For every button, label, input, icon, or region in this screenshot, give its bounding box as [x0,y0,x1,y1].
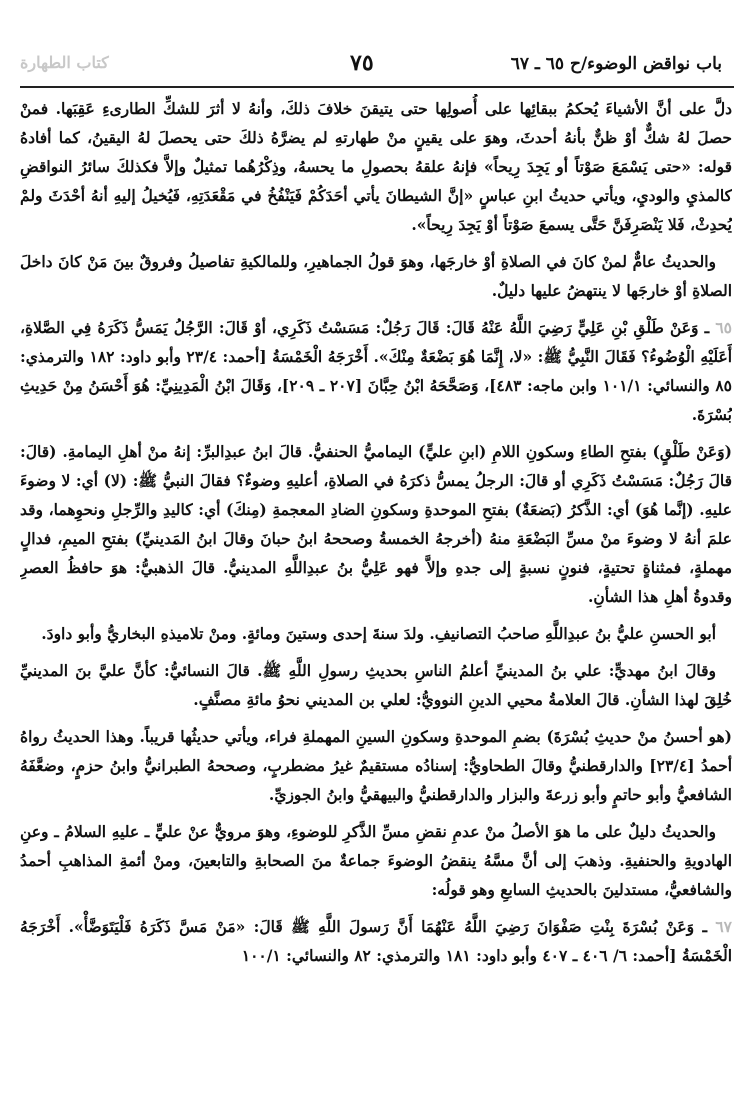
paragraph-text: والحديثُ دليلٌ على ما هوَ الأصلُ منْ عدمِ نقضِ مسِّ الذَّكرِ للوضوءِ، وهوَ مرويٌّ عنْ عليٍّ ـ عليهِ السلامُ ـ وعنِ الهادويةِ والحنفيةِ. وذهبَ إلى أنَّ مسَّهُ ينقضُ الوضوءَ جماعةٌ منَ الصحابةِ والتابعينَ، ومنْ أئمةِ المذاهبِ أحمدُ والشافعيُّ، مستدلينَ بالحديثِ السابعِ وهو قولُه: [20,822,732,899]
header-rule [20,86,734,88]
paragraph-text: وقالَ ابنُ مهديٍّ: علي بنُ المدينيِّ أعلمُ الناسِ بحديثِ رسولِ اللَّهِ ﷺ. قالَ النسائيُّ: كأنَّ عليَّ بنَ المدينيِّ خُلِقَ لهذا الشأنِ. قالَ العلامةُ محيي الدينِ النوويُّ: لعلي بن المديني نحوُ مائةِ مصنَّفٍ. [20,661,732,709]
page-number: ٧٥ [350,50,374,76]
chapter-title: باب نواقض الوضوء/ح ٦٥ ـ ٦٧ [510,54,722,74]
paragraph-evidence [20,817,732,904]
paragraph-ibn-madini-bio [20,619,732,648]
paragraph-text: والحديثُ عامٌّ لمنْ كانَ في الصلاةِ أوْ خارجَها، وهوَ قولُ الجماهيرِ، وللمالكيةِ تفاصيلُ وفروقٌ بينَ مَنْ كانَ داخلَ الصلاةِ أوْ خارجَها لا ينتهضُ عليها دليلٌ. [20,252,732,300]
paragraph-general-ruling [20,247,732,305]
paragraph-explanation-1 [20,94,732,239]
hadith-number: ٦٧ [715,917,732,936]
page-body [20,94,732,1104]
paragraph-busra-note [20,722,732,809]
paragraph-text: أبو الحسنِ عليُّ بنُ عبدِاللَّهِ صاحبُ التصانيفِ. ولدَ سنةَ إحدى وستينَ ومائةٍ. ومنْ تلاميذهِ البخاريُّ وأبو داودَ. [41,624,716,643]
hadith-65 [20,313,732,429]
paragraph-text: دلَّ على أنَّ الأشياءَ يُحكمُ ببقائِها على أُصولِها حتى يتيقنَ خلافَ ذلكَ، وأنهُ لا أثرَ للشكِّ الطارىءِ عَقِبَها. فمنْ حصلَ لهُ شكٌّ أوْ ظنٌّ بأنهُ أحدثَ، وهوَ على يقينٍ منْ طهارتهِ لم يضرَّهُ ذلكَ حتى يحصلَ لهُ اليقينُ، كما أفادهُ قوله: «حتى يَسْمَعَ صَوْتاً أو يَجِدَ رِيحاً» فإنهُ علقهُ بحصولِ ما يحسهُ، وذِكْرُهُما تمثيلٌ وإلاَّ فكذلكَ سائرُ النواقضِ كالمذيِ والوديِ، ويأتي حديثُ ابنِ عباسٍ «إنَّ الشيطانَ يأتي أحَدَكُمْ فَيَنْفُخُ في مَقْعَدَتِهِ، فَيُخيلُ إليهِ أنهُ أحْدَثَ ولمْ يُحدِثْ، فَلا يَنْصَرِفَنَّ حَتَّى يسمعَ صَوْتاً أوْ يَجِدَ رِيحاً». [20,99,732,234]
paragraph-scholars-praise [20,656,732,714]
page-header [20,42,734,88]
hadith-text: ـ وَعَنْ بُسْرَةَ بِنْتِ صَفْوَانَ رَضِيَ اللَّهُ عَنْهُمَا أَنَّ رَسولَ اللَّهِ ﷺ قَالَ: «مَنْ مَسَّ ذَكَرَهُ فَلْيَتَوَضَّأْ». أَخْرَجَهُ الْخَمْسَةُ [أحمد: ٦/ ٤٠٦ ـ ٤٠٧ وأبو داود: ١٨١ والترمذي: ٨٢ والنسائي: ١٠٠/١ [20,917,732,965]
running-head: كتاب الطهارة [20,53,109,72]
paragraph-text: (وَعَنْ طَلْقٍ) بفتحِ الطاءِ وسكونِ اللامِ (ابنِ عليٍّ) اليماميُّ الحنفيُّ. قالَ ابنُ عبدِالبرِّ: إنهُ منْ أهلِ اليمامةِ. (قالَ: قالَ رَجُلٌ: مَسَسْتُ ذَكَرِي أو قالَ: الرجلُ يمسُّ ذكرَهُ في الصلاةِ، أعليهِ وضوءٌ؟ فقالَ النبيُّ ﷺ: (لا) أي: لا وضوءَ عليهِ. (إنَّما هُوَ) أي: الذَّكرُ (بَضعَةٌ) بفتحِ الموحدةِ وسكونِ الضادِ المعجمةِ (مِنكَ) أي: كاليدِ والرِّجلِ ونحوِهما، وقد علمَ أنهُ لا وضوءَ منْ مسِّ البَضْعَةِ منهُ (أخرجهُ الخمسةُ وصححهُ ابنُ حبانَ وقالَ ابنُ المَدينيِّ) بفتحِ الميمِ، فدالٍ مهملةٍ، فمثناةٍ تحتيةٍ، فنونٍ نسبةٍ إلى جدهِ وإلاَّ فهو عَلِيُّ بنُ عبدِاللَّهِ المدينيُّ. قالَ الذهبيُّ: هوَ حافظُ العصرِ وقدوةُ أهلِ هذا الشأنِ. [20,442,732,606]
hadith-number: ٦٥ [715,318,732,337]
hadith-text: ـ وَعَنْ طَلْقِ بْنِ عَلِيٍّ رَضِيَ اللَّهُ عَنْهُ قَالَ: قَالَ رَجُلٌ: مَسَسْتُ ذَكَرِي، أوْ قَالَ: الرَّجُلُ يَمَسُّ ذَكَرَهُ فِي الصَّلاةِ، أَعَلَيْهِ الْوُضُوءُ؟ فَقَالَ النَّبِيُّ ﷺ: «لا، إِنَّمَا هُوَ بَضْعَةٌ مِنْكَ». أَخْرَجَهُ الْخَمْسَةُ [أحمد: ٢٣/٤ وأبو داود: ١٨٢ والترمذي: ٨٥ والنسائي: ١٠١/١ وابن ماجه: ٤٨٣]، وَصَحَّحَهُ ابْنُ حِبَّانَ [٢٠٧ ـ ٢٠٩]، وَقَالَ ابْنُ الْمَدِينِيِّ: هُوَ أَحْسَنُ مِنْ حَدِيثِ بُسْرَةَ. [20,318,732,424]
paragraph-commentary-talq [20,437,732,611]
hadith-67 [20,912,732,970]
paragraph-text: (هو أحسنُ منْ حديثِ بُسْرَةَ) بضمِ الموحدةِ وسكونِ السينِ المهملةِ فراء، ويأتي حديثُها قريباً. وهذا الحديثُ رواهُ أحمدُ [٢٣/٤] والدارقطنيُّ وقالَ الطحاويُّ: إسنادُه مستقيمٌ غيرُ مضطربٍ، وصححهُ الطبرانيُّ وابنُ حزمٍ، وضعَّفَهُ الشافعيُّ وأبو حاتمٍ وأبو زرعةَ والبزار والدارقطنيُّ والبيهقيُّ وابنُ الجوزيِّ. [20,727,732,804]
